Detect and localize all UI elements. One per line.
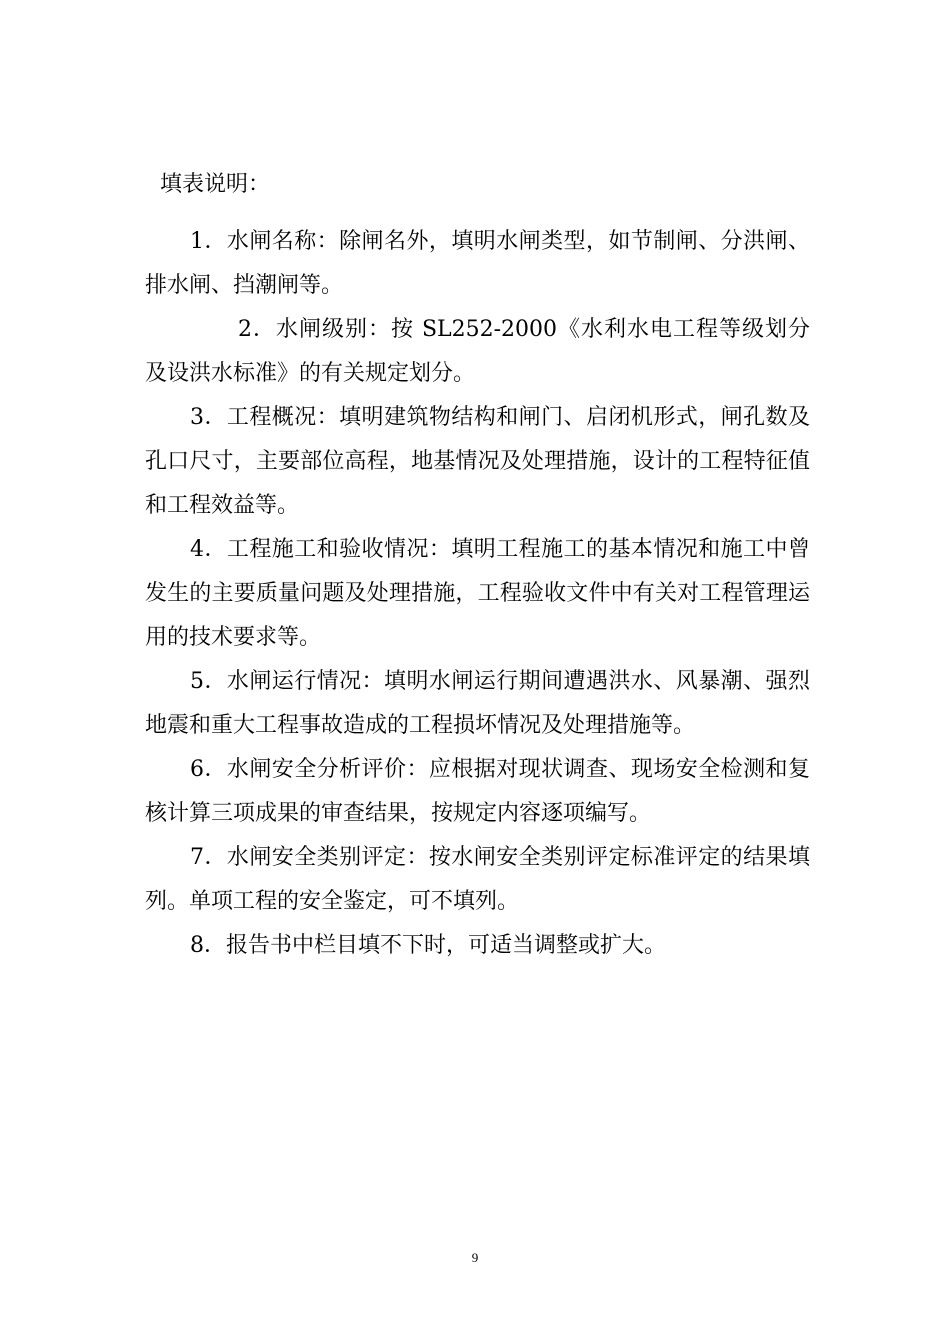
instruction-item-7: 7．水闸安全类别评定：按水闸安全类别评定标准评定的结果填列。单项工程的安全鉴定，可不填列。 xyxy=(145,845,810,914)
instructions-body xyxy=(145,220,810,968)
section-heading: 填表说明： xyxy=(160,172,271,197)
instruction-item-3: 3．工程概况：填明建筑物结构和闸门、启闭机形式，闸孔数及孔口尺寸，主要部位高程，地基情况及处理措施，设计的工程特征值和工程效益等。 xyxy=(145,405,810,518)
instruction-item-8: 8．报告书中栏目填不下时，可适当调整或扩大。 xyxy=(190,933,666,958)
instruction-item-4: 4．工程施工和验收情况：填明工程施工的基本情况和施工中曾发生的主要质量问题及处理措施，工程验收文件中有关对工程管理运用的技术要求等。 xyxy=(145,537,810,650)
instruction-item-2: 2．水闸级别：按 SL252-2000《水利水电工程等级划分及设洪水标准》的有关规定划分。 xyxy=(145,317,810,386)
instruction-item-6: 6．水闸安全分析评价：应根据对现状调查、现场安全检测和复核计算三项成果的审查结果，按规定内容逐项编写。 xyxy=(145,757,810,826)
instruction-item-1: 1．水闸名称：除闸名外，填明水闸类型，如节制闸、分洪闸、排水闸、挡潮闸等。 xyxy=(145,229,810,298)
page-number: 9 xyxy=(471,1250,479,1265)
instruction-item-5: 5．水闸运行情况：填明水闸运行期间遭遇洪水、风暴潮、强烈地震和重大工程事故造成的工程损坏情况及处理措施等。 xyxy=(145,669,810,738)
